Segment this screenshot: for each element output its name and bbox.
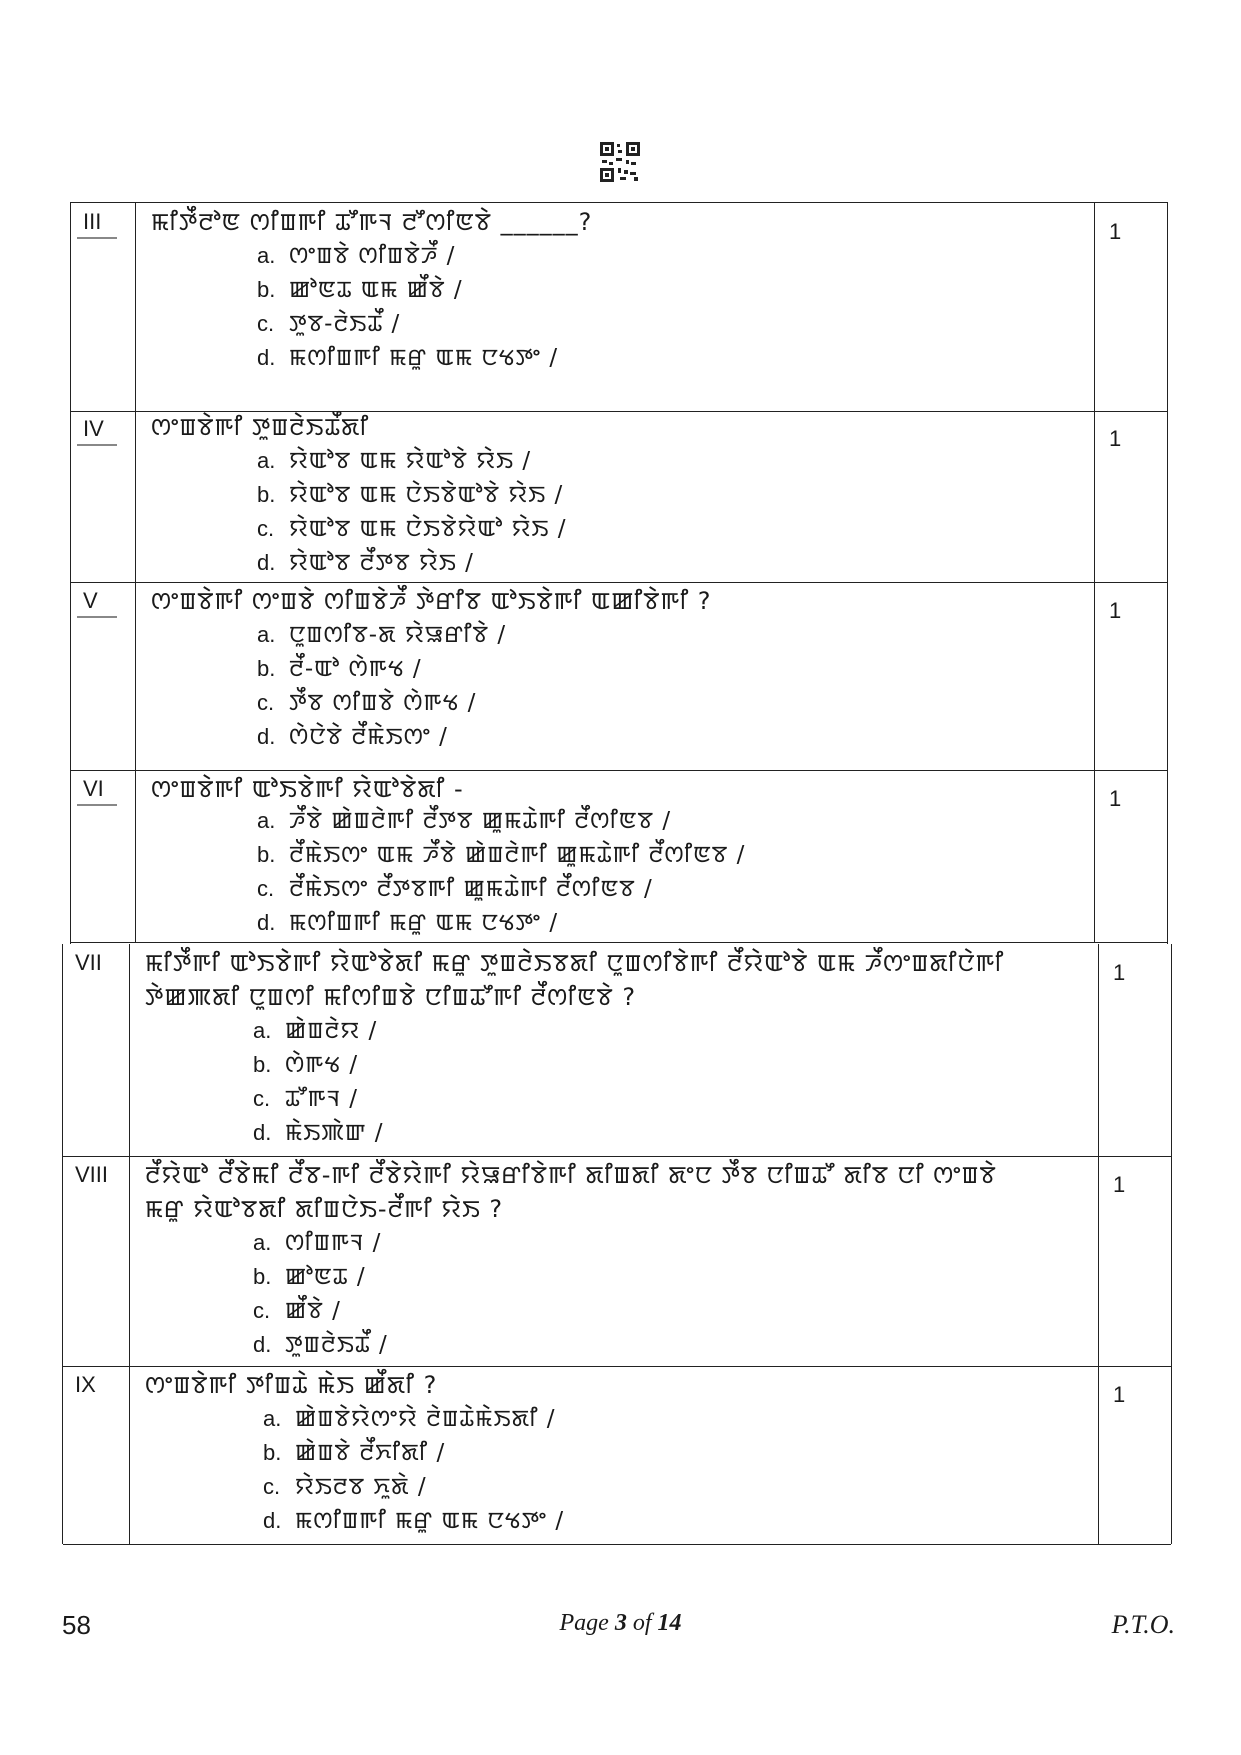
option-d: d. ꯃꯁꯤꯡꯒꯤ ꯃꯔꯨ ꯑꯃ ꯅꯠꯇꯦ / [263, 1508, 565, 1534]
option-c: c. ꯇꯩꯕ ꯁꯤꯡꯕꯥ ꯁꯥꯒꯠ / [257, 690, 477, 716]
option-c: c. ꯌꯥꯑꯣꯕ ꯑꯃ ꯅꯥꯏꯕꯥꯌꯥꯑꯣ ꯌꯥꯏ / [257, 516, 567, 542]
option-d: d. ꯃꯁꯤꯡꯒꯤ ꯃꯔꯨ ꯑꯃ ꯅꯠꯇꯦ / [257, 910, 559, 936]
option-c: c. ꯀꯩꯕꯥ / [253, 1298, 341, 1324]
question-text: ꯁꯦꯡꯕꯥꯒꯤ ꯇꯤꯡꯊꯥ ꯃꯥꯏ ꯀꯩꯗꯤ ? [145, 1371, 438, 1399]
question-table-bottom [62, 944, 1172, 1544]
question-text: ꯂꯩꯌꯥꯑꯣ ꯂꯩꯕꯥꯃꯤ ꯂꯩꯕ-ꯒꯤ ꯂꯩꯕꯥꯌꯥꯒꯤ ꯌꯥꯎꯔꯤꯕꯥꯒꯤ ꯗꯤꯡꯗꯤ ꯗꯦꯅ ꯇꯩꯕ ꯅꯤꯡꯊꯧ ꯗꯤꯕ ꯅꯤ ꯁꯦꯡꯕꯥ ꯃꯔꯨ ꯌꯥꯑꯣꯕꯗꯤ ꯗꯤꯡꯅꯥꯏ-ꯂꯩꯒꯤ ꯌꯥꯏ ? [145, 1161, 997, 1223]
question-row [63, 1366, 1171, 1545]
marks: 1 [1113, 960, 1126, 985]
option-b: b. ꯂꯩꯃꯥꯏꯁꯦ ꯑꯃ ꯍꯩꯕꯥ ꯀꯥꯡꯂꯥꯒꯤ ꯀꯨꯃꯊꯥꯒꯤ ꯂꯩꯁꯤꯟꯕ / [257, 842, 746, 868]
option-d: d. ꯃꯁꯤꯡꯒꯤ ꯃꯔꯨ ꯑꯃ ꯅꯠꯇꯦ / [257, 345, 559, 371]
qr-code-icon [600, 142, 640, 182]
question-text: ꯁꯦꯡꯕꯥꯒꯤ ꯇꯨꯡꯂꯥꯏꯊꯩꯗꯤ [151, 413, 370, 441]
option-b: b. ꯀꯣꯟꯊ ꯑꯃ ꯀꯩꯕꯥ / [257, 277, 463, 303]
question-row [71, 582, 1167, 771]
question-row [71, 202, 1167, 412]
question-number: V [83, 588, 98, 613]
question-number: VII [75, 950, 102, 975]
question-number: III [83, 209, 102, 234]
option-b: b. ꯀꯥꯡꯕꯥ ꯂꯩꯈꯤꯗꯤ / [263, 1440, 446, 1466]
question-number: VI [83, 776, 104, 801]
question-row [63, 1156, 1171, 1367]
marks: 1 [1109, 219, 1122, 244]
option-a: a. ꯀꯥꯡꯂꯥꯌ / [253, 1018, 378, 1044]
question-number: IV [83, 416, 104, 441]
question-text: ꯁꯦꯡꯕꯥꯒꯤ ꯑꯣꯏꯕꯥꯒꯤ ꯌꯥꯑꯣꯕꯥꯗꯤ - [151, 775, 464, 803]
option-a: a. ꯅꯨꯡꯁꯤꯕ-ꯗ ꯌꯥꯎꯔꯤꯕꯥ / [257, 622, 507, 648]
page-number: Page 3 of 14 [559, 1610, 682, 1636]
pto-label: P.T.O. [1111, 1610, 1175, 1639]
paper-code: 58 [62, 1610, 91, 1640]
question-text: ꯁꯦꯡꯕꯥꯒꯤ ꯁꯦꯡꯕꯥ ꯁꯤꯡꯕꯥꯍꯩ ꯇꯥꯔꯤꯕ ꯑꯣꯏꯕꯥꯒꯤ ꯑꯀꯤꯕꯥꯒꯤ ? [151, 587, 712, 615]
option-d: d. ꯌꯥꯑꯣꯕ ꯂꯩꯇꯕ ꯌꯥꯏ / [257, 550, 474, 576]
option-d: d. ꯁꯥꯅꯥꯕꯥ ꯂꯩꯃꯥꯏꯁꯦ / [257, 724, 448, 750]
option-c: c. ꯂꯩꯃꯥꯏꯁꯦ ꯂꯩꯇꯕꯒꯤ ꯀꯨꯃꯊꯥꯒꯤ ꯂꯩꯁꯤꯟꯕ / [257, 876, 653, 902]
marks: 1 [1109, 786, 1122, 811]
option-a: a. ꯁꯦꯡꯕꯥ ꯁꯤꯡꯕꯥꯍꯩ / [257, 243, 456, 269]
question-row [63, 944, 1171, 1157]
marks: 1 [1113, 1172, 1126, 1197]
question-number: VIII [75, 1162, 109, 1187]
marks: 1 [1109, 598, 1122, 623]
option-d: d. ꯇꯨꯡꯂꯥꯏꯊꯩ / [253, 1332, 388, 1358]
option-b: b. ꯀꯣꯟꯊ / [253, 1264, 366, 1290]
question-row [71, 770, 1167, 943]
option-c: c. ꯌꯥꯏꯂꯕ ꯈꯨꯗꯥ / [263, 1474, 427, 1500]
option-a: a. ꯁꯤꯡꯒꯜ / [253, 1230, 382, 1256]
option-c: c. ꯊꯧꯒꯜ / [253, 1086, 359, 1112]
option-b: b. ꯁꯥꯒꯠ / [253, 1052, 359, 1078]
question-row [71, 410, 1167, 583]
option-a: a. ꯍꯩꯕꯥ ꯀꯥꯡꯂꯥꯒꯤ ꯂꯩꯇꯕ ꯀꯨꯃꯊꯥꯒꯤ ꯂꯩꯁꯤꯟꯕ / [257, 808, 672, 834]
option-b: b. ꯂꯩ-ꯑꯣ ꯁꯥꯒꯠ / [257, 656, 422, 682]
question-text: ꯃꯤꯇꯩꯒꯤ ꯑꯣꯏꯕꯥꯒꯤ ꯌꯥꯑꯣꯕꯥꯗꯤ ꯃꯔꯨ ꯇꯨꯡꯂꯥꯏꯕꯗꯤ ꯅꯨꯡꯁꯤꯕꯥꯒꯤ ꯂꯩꯌꯥꯑꯣꯕꯥ ꯑꯃ ꯍꯩꯁꯦꯡꯗꯤꯅꯥꯒꯤ ꯇꯥꯀꯄꯗꯤ ꯅꯨꯡꯁꯤ ꯃꯤꯁꯤꯡꯕꯥ ꯅꯤꯡꯊꯧꯒꯤ ꯂꯩꯁꯤꯟꯕꯥ ? [145, 949, 1005, 1011]
option-b: b. ꯌꯥꯑꯣꯕ ꯑꯃ ꯅꯥꯏꯕꯥꯑꯣꯕꯥ ꯌꯥꯏ / [257, 482, 564, 508]
option-a: a. ꯌꯥꯑꯣꯕ ꯑꯃ ꯌꯥꯑꯣꯕꯥ ꯌꯥꯏ / [257, 448, 532, 474]
question-number: IX [75, 1372, 96, 1397]
marks: 1 [1113, 1382, 1126, 1407]
option-d: d. ꯃꯥꯏꯄꯥꯛ / [253, 1120, 384, 1146]
option-c: c. ꯇꯨꯕ-ꯂꯥꯏꯊꯩ / [257, 311, 401, 337]
question-text: ꯃꯤꯇꯩꯂꯣꯟ ꯁꯤꯡꯒꯤ ꯊꯧꯒꯜ ꯂꯧꯁꯤꯟꯕꯥ ______? [151, 208, 593, 236]
question-table-top [70, 202, 1168, 944]
marks: 1 [1109, 426, 1122, 451]
option-a: a. ꯀꯥꯡꯕꯥꯌꯥꯁꯦꯌꯥ ꯂꯥꯡꯊꯥꯃꯥꯏꯗꯤ / [263, 1406, 556, 1432]
